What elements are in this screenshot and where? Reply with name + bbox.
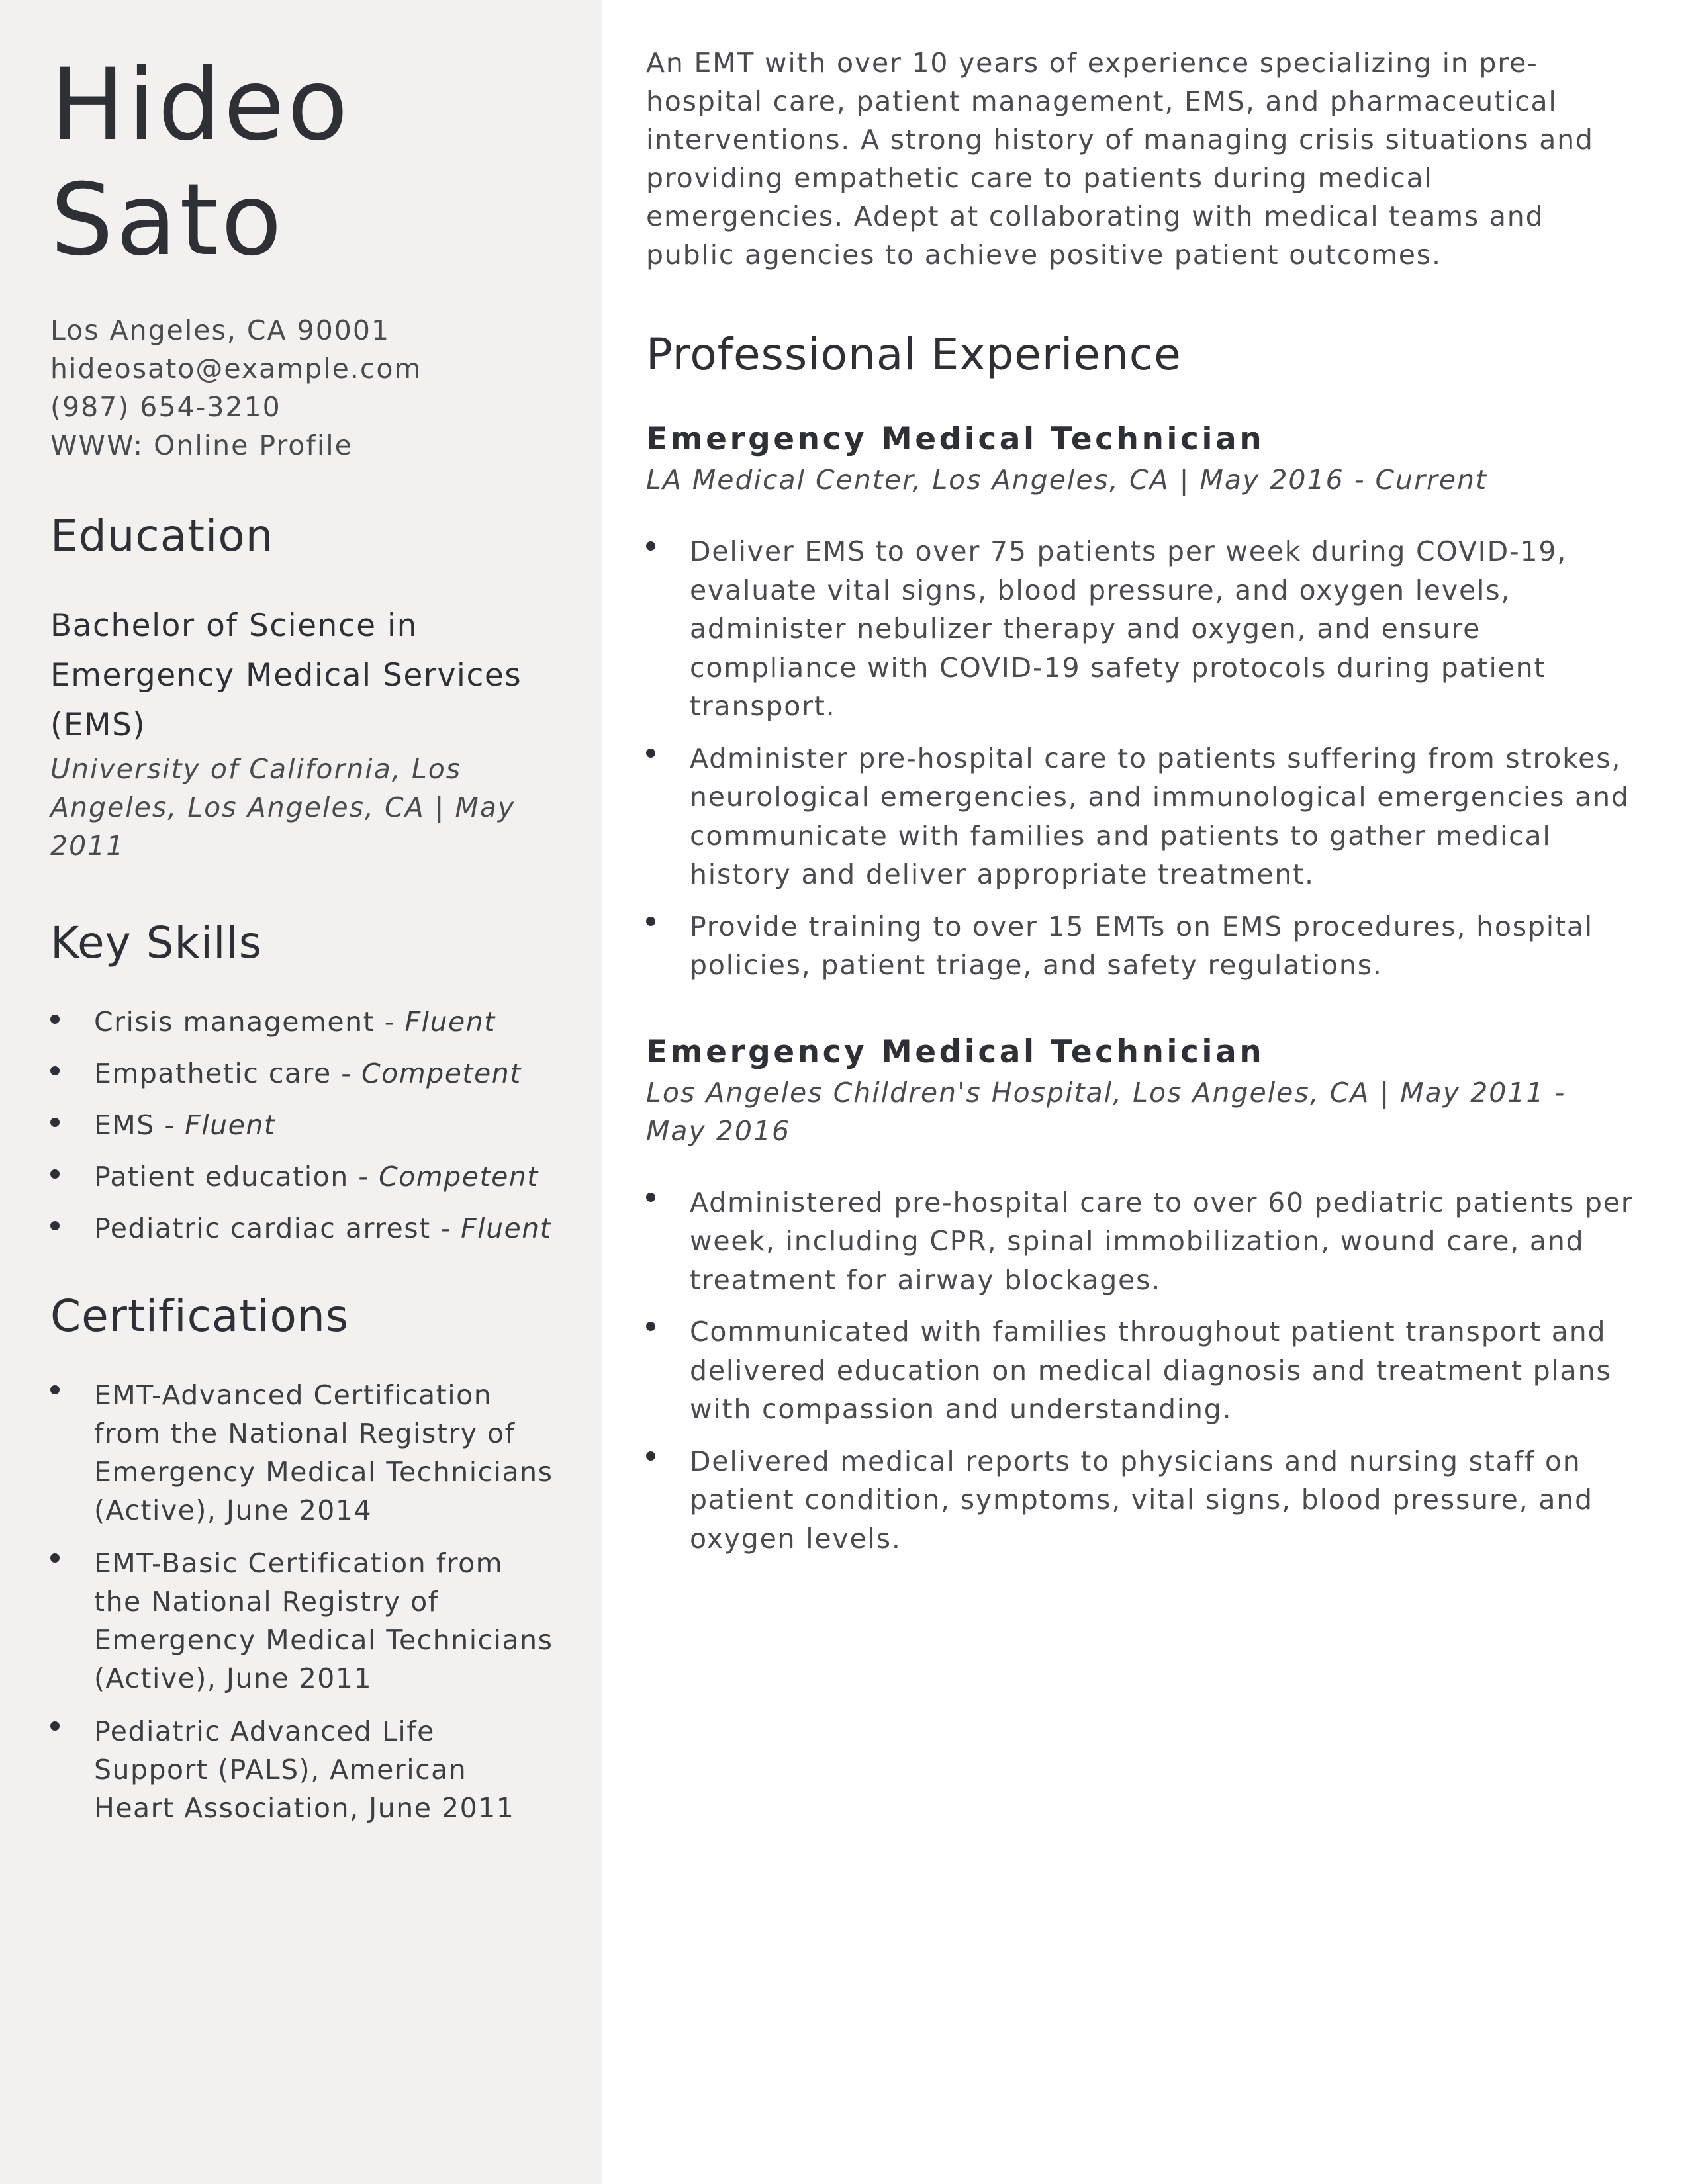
sidebar: [0, 0, 602, 2184]
bullet-icon: [646, 541, 655, 551]
skill-item: [50, 1106, 563, 1144]
certification-text: EMT-Advanced Certification from the National Registry of Emergency Medical Technicians (Active), June 2014: [94, 1379, 553, 1526]
skill-name: Pediatric cardiac arrest -: [94, 1212, 461, 1244]
location: Los Angeles, CA 90001: [50, 314, 391, 346]
website-link[interactable]: WWW: Online Profile: [50, 430, 353, 461]
duty-text: Administered pre-hospital care to over 60 pediatric patients per week, including CPR, spinal immobilization, wound care, and treatment for airway blockages.: [690, 1186, 1634, 1296]
skill-name: Patient education -: [94, 1161, 379, 1193]
bullet-icon: [50, 1721, 60, 1731]
skill-level: Fluent: [404, 1006, 496, 1038]
duty-item: [646, 1183, 1635, 1300]
duty-item: [646, 739, 1635, 894]
professional-summary: An EMT with over 10 years of experience specializing in pre-hospital care, patient management, EMS, and pharmaceutical interventions. A strong history of managing crisis situations and providing empathetic care to patients during medical emergencies. Adept at collaborating with medical teams and public agencies to achieve positive patient outcomes.: [646, 47, 1594, 271]
job-duties: [646, 1183, 1635, 1559]
bullet-icon: [50, 1066, 60, 1075]
skill-name: Crisis management -: [94, 1006, 405, 1038]
skill-item: [50, 1003, 563, 1041]
job-employer-dates: Los Angeles Children's Hospital, Los Angeles, CA | May 2011 - May 2016: [646, 1076, 1566, 1147]
contact-info: [50, 311, 563, 465]
bullet-icon: [50, 1385, 60, 1394]
job-entry: [646, 420, 1635, 985]
certifications-heading: Certifications: [50, 1291, 350, 1342]
candidate-name: [50, 48, 563, 278]
first-name: Hideo: [50, 48, 351, 163]
duty-text: Communicated with families throughout patient transport and delivered education on medical diagnosis and treatment plans with compassion and understanding.: [690, 1316, 1612, 1425]
experience-heading: Professional Experience: [646, 329, 1182, 380]
skill-level: Competent: [361, 1058, 522, 1089]
duty-text: Administer pre-hospital care to patients suffering from strokes, neurological emergencies, and immunological emergencies and communicate with families and patients to gather medical history and deliver appropriate treatment.: [690, 742, 1630, 890]
certification-text: EMT-Basic Certification from the National Registry of Emergency Medical Technicians (Active), June 2011: [94, 1547, 553, 1694]
bullet-icon: [646, 1193, 655, 1202]
bullet-icon: [50, 1118, 60, 1127]
skill-level: Fluent: [185, 1109, 276, 1141]
main-content: [602, 0, 1688, 2184]
duty-item: [646, 1442, 1635, 1559]
certification-item: [50, 1376, 556, 1529]
phone-number: (987) 654-3210: [50, 391, 281, 423]
last-name: Sato: [50, 163, 285, 278]
bullet-icon: [646, 1322, 655, 1331]
skill-name: Empathetic care -: [94, 1058, 362, 1089]
bullet-icon: [50, 1169, 60, 1179]
duty-item: [646, 532, 1635, 726]
bullet-icon: [646, 749, 655, 758]
skill-level: Fluent: [461, 1212, 552, 1244]
job-entry: [646, 1032, 1635, 1559]
skills-heading: Key Skills: [50, 917, 263, 968]
bullet-icon: [50, 1221, 60, 1230]
certification-text: Pediatric Advanced Life Support (PALS), American Heart Association, June 2011: [94, 1715, 515, 1824]
job-title: Emergency Medical Technician: [646, 1033, 1265, 1070]
duty-text: Deliver EMS to over 75 patients per week during COVID-19, evaluate vital signs, blood pressure, and oxygen levels, administer nebulizer therapy and oxygen, and ensure compliance with COVID-19 safety protocols during patient transport.: [690, 535, 1568, 722]
education-heading: Education: [50, 510, 274, 561]
certification-item: [50, 1544, 556, 1698]
skill-item: [50, 1054, 563, 1093]
bullet-icon: [50, 1553, 60, 1563]
degree: Bachelor of Science in Emergency Medical Services (EMS): [50, 608, 522, 743]
skills-list: [50, 1003, 563, 1248]
bullet-icon: [50, 1015, 60, 1024]
bullet-icon: [646, 917, 655, 926]
job-duties: [646, 532, 1635, 985]
job-title: Emergency Medical Technician: [646, 421, 1265, 457]
email-link[interactable]: hideosato@example.com: [50, 353, 422, 385]
skill-item: [50, 1158, 563, 1196]
bullet-icon: [646, 1451, 655, 1461]
skill-name: EMS -: [94, 1109, 185, 1141]
school: University of California, Los Angeles, Los Angeles, CA | May 2011: [50, 753, 516, 862]
certifications-list: [50, 1376, 563, 1827]
certification-item: [50, 1712, 556, 1827]
skill-level: Competent: [379, 1161, 539, 1193]
duty-item: [646, 907, 1635, 985]
duty-text: Delivered medical reports to physicians and nursing staff on patient condition, symptoms, vital signs, blood pressure, and oxygen levels.: [690, 1445, 1593, 1555]
skill-item: [50, 1209, 563, 1248]
duty-item: [646, 1312, 1635, 1429]
duty-text: Provide training to over 15 EMTs on EMS procedures, hospital policies, patient triage, and safety regulations.: [690, 910, 1593, 981]
job-employer-dates: LA Medical Center, Los Angeles, CA | May 2016 - Current: [646, 464, 1488, 496]
